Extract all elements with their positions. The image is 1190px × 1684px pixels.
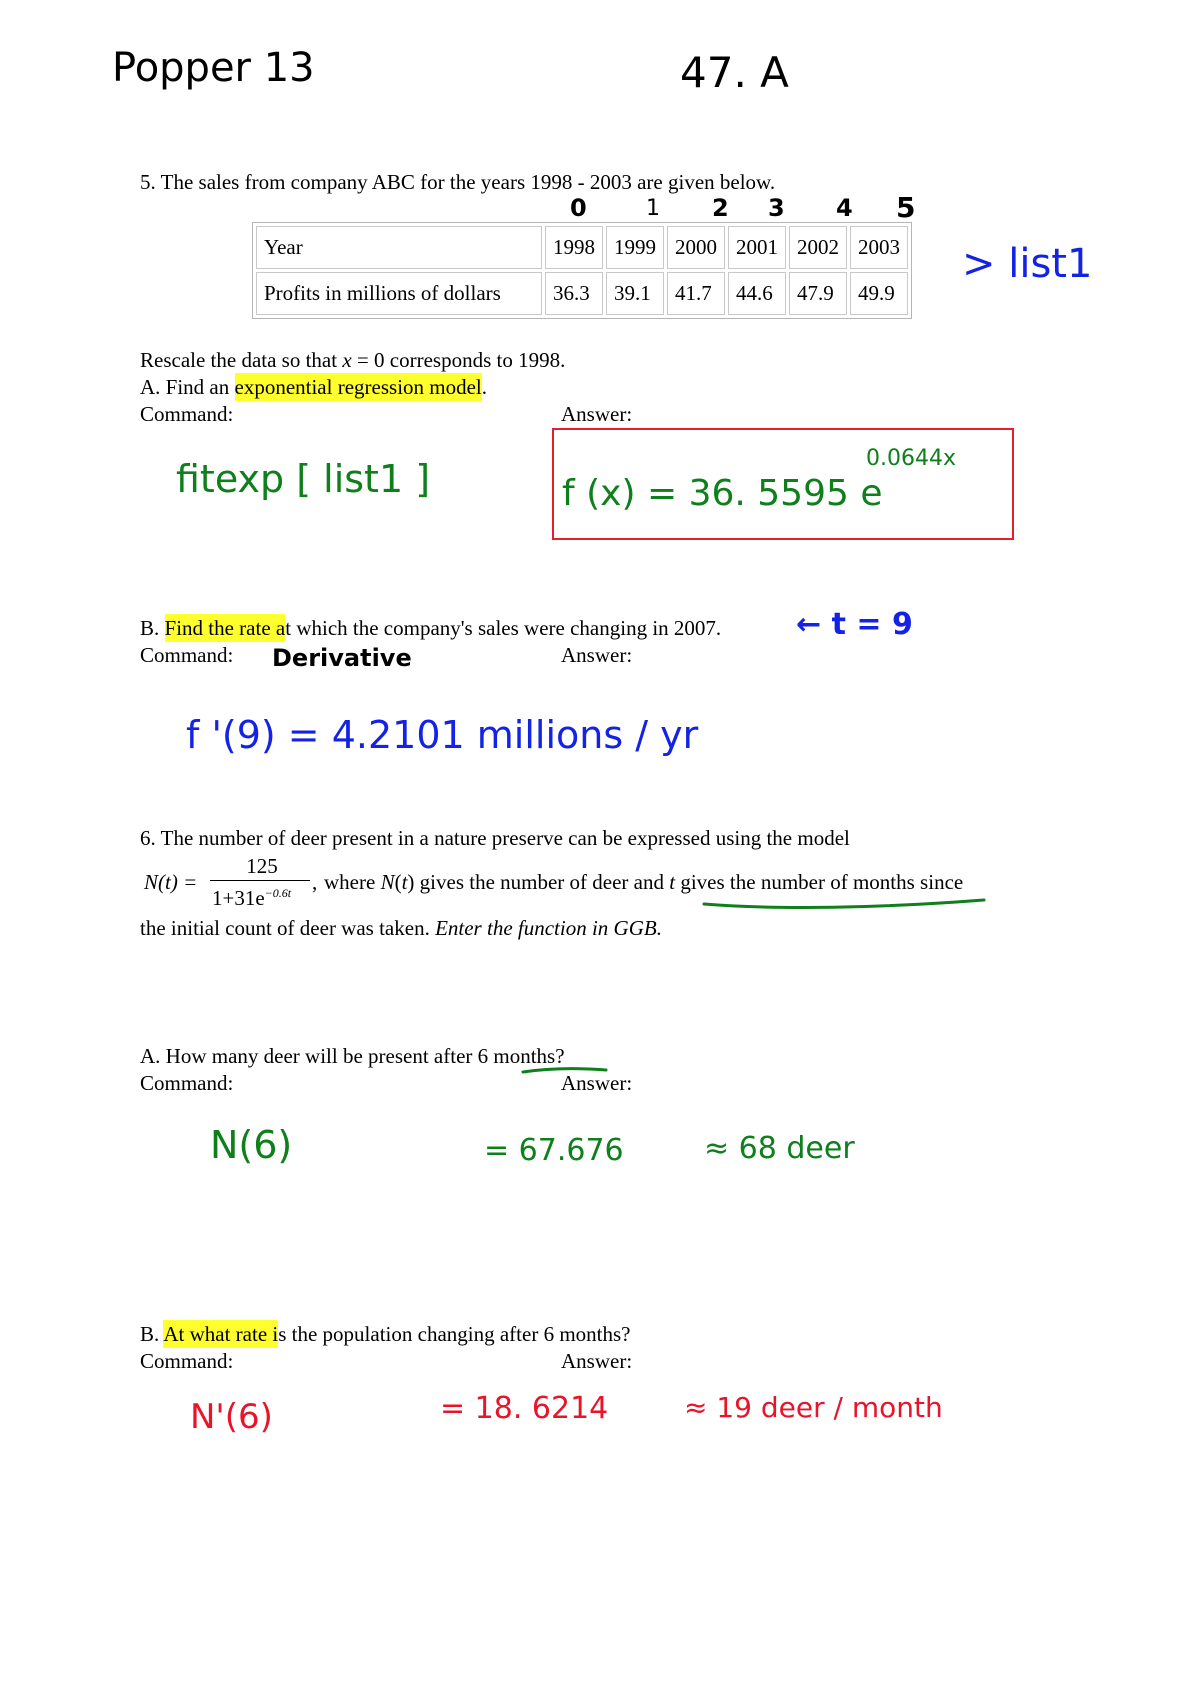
q6-partB-approx-hand: ≈ 19 deer / month [684, 1391, 943, 1424]
table-cell: 1998 [545, 226, 603, 269]
table-cell: 49.9 [850, 272, 908, 315]
partB-text: t which the company's sales were changing in 2007. [285, 616, 722, 640]
q5-partB-label [140, 618, 721, 639]
answer-label: Answer: [561, 402, 633, 426]
q5-partA-command-hand: fitexp [ list1 ] [176, 457, 431, 501]
q6-partB-answer-hand: = 18. 6214 [440, 1391, 609, 1426]
rescale-text: Rescale the data so that [140, 348, 343, 372]
where-paren: ( [394, 870, 402, 894]
partA-text: A. Find an [140, 375, 235, 399]
highlight: Find the rate a [164, 616, 286, 640]
q5-partA-label [140, 377, 487, 398]
table-cell: 2003 [850, 226, 908, 269]
sales-table [252, 222, 912, 319]
q5-prompt-text: The sales from company ABC for the years 1998 - 2003 are given below. [160, 170, 776, 194]
q5-partB-command-hand: Derivative [272, 644, 412, 672]
partA-text-post: . [481, 375, 488, 399]
rescale-number-5: 5 [896, 191, 916, 224]
exponent: −0.6t [264, 886, 292, 900]
q6-formula-numerator: 125 [246, 854, 278, 878]
table-cell: 39.1 [606, 272, 664, 315]
q6-partB-command-hand: N'(6) [190, 1397, 273, 1437]
rescale-number-1: 1 [646, 196, 660, 221]
where-text: gives the number of months since [675, 870, 964, 894]
fraction-bar [210, 880, 310, 881]
partB-text: s the population changing after 6 months? [278, 1322, 631, 1346]
highlight: At what rate i [163, 1322, 279, 1346]
table-row [256, 226, 908, 269]
denominator-text: 1+31e [212, 886, 265, 910]
where-text: ) gives the number of deer and [407, 870, 670, 894]
rescale-number-4: 4 [836, 194, 853, 222]
table-cell: 2000 [667, 226, 725, 269]
q6-partA-approx-hand: ≈ 68 deer [704, 1131, 855, 1166]
table-cell: 1999 [606, 226, 664, 269]
table-cell-header: Year [256, 226, 542, 269]
table-row [256, 272, 908, 315]
where-text: where [324, 870, 381, 894]
green-underline-ink [700, 892, 990, 912]
q6-formula-comma: , [312, 870, 318, 894]
q5-partB-note-hand: ← t = 9 [796, 607, 913, 642]
q5-number: 5. [140, 170, 156, 194]
table-cell: 2002 [789, 226, 847, 269]
table-cell-header: Profits in millions of dollars [256, 272, 542, 315]
q5-partA-answer-exponent: 0.0644x [866, 446, 956, 471]
rescale-number-0: 0 [570, 194, 587, 222]
q6-partB-label [140, 1324, 631, 1345]
rescale-number-2: 2 [712, 194, 729, 222]
table-cell: 36.3 [545, 272, 603, 315]
answer-label: Answer: [561, 1349, 633, 1373]
table-cell: 44.6 [728, 272, 786, 315]
table-cell: 47.9 [789, 272, 847, 315]
rescale-instruction [140, 350, 565, 371]
where-var: t [401, 870, 408, 894]
handwritten-score: 47. A [680, 48, 789, 97]
q6-formula-denominator [212, 887, 291, 909]
q6-where-text [324, 872, 963, 893]
answer-label: Answer: [561, 1071, 633, 1095]
q6-partA-label: A. How many deer will be present after 6 months? [140, 1044, 565, 1068]
partB-prefix: B. [140, 616, 160, 640]
q5-prompt [140, 172, 775, 193]
q6-partA-answer-hand: = 67.676 [484, 1133, 624, 1168]
rescale-var: x [342, 348, 352, 372]
line2-text: the initial count of deer was taken. [140, 916, 436, 940]
where-var: N [380, 870, 395, 894]
line2-italic: Enter the function in GGB. [435, 916, 662, 940]
command-label: Command: [140, 1071, 234, 1095]
command-label: Command: [140, 643, 234, 667]
highlight: exponential regression model [234, 375, 482, 399]
table-cell: 41.7 [667, 272, 725, 315]
handwritten-title: Popper 13 [112, 45, 315, 91]
rescale-number-3: 3 [768, 194, 785, 222]
q5-partA-answer-hand: f (x) = 36. 5595 e [562, 473, 883, 514]
q6-partA-command-hand: N(6) [210, 1123, 293, 1167]
answer-label: Answer: [561, 643, 633, 667]
q6-prompt: 6. The number of deer present in a nature preserve can be expressed using the model [140, 826, 850, 850]
command-label: Command: [140, 1349, 234, 1373]
q5-partB-answer-hand: f '(9) = 4.2101 millions / yr [186, 713, 699, 757]
rescale-text-post: = 0 corresponds to 1998. [351, 348, 566, 372]
q6-formula-lhs: N(t) = [144, 870, 198, 894]
q6-line2 [140, 918, 662, 939]
partB-prefix: B. [140, 1322, 160, 1346]
list-note: > list1 [962, 241, 1093, 287]
command-label: Command: [140, 402, 234, 426]
where-var: t [669, 870, 676, 894]
table-cell: 2001 [728, 226, 786, 269]
